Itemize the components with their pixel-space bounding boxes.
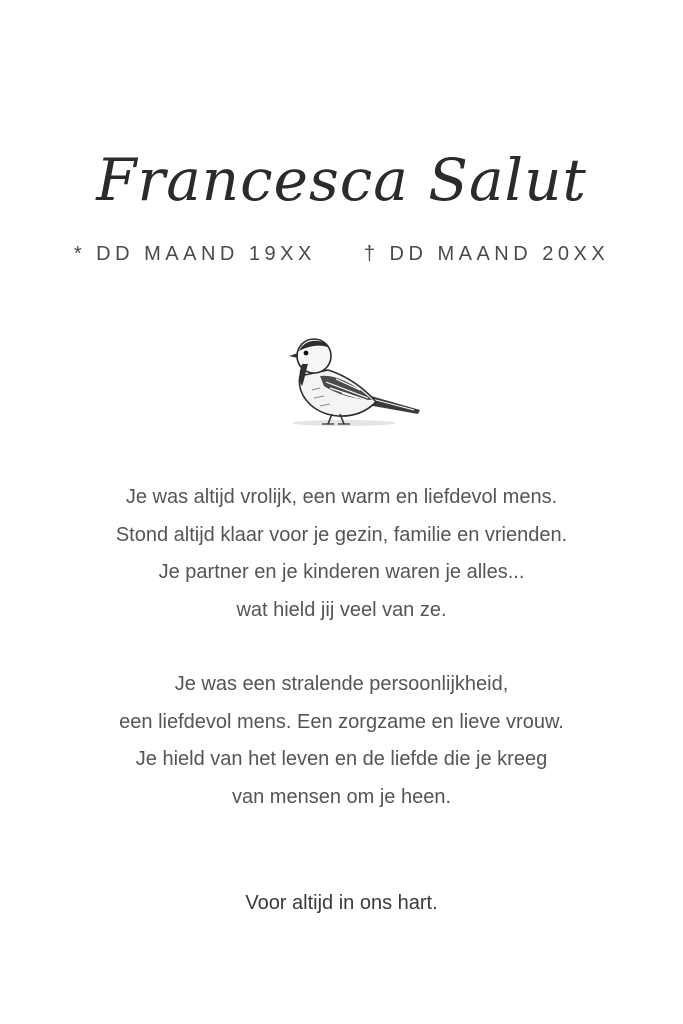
birth-date: * DD MAAND 19XX	[73, 243, 316, 265]
poem-line: Je partner en je kinderen waren je alles...	[158, 561, 525, 583]
poem-stanza-2	[0, 666, 683, 816]
poem-line: Je was een stralende persoonlijkheid,	[174, 673, 509, 695]
death-date: † DD MAAND 20XX	[363, 243, 610, 265]
poem-line: van mensen om je heen.	[231, 785, 452, 808]
poem-line: Je hield van het leven en de liefde die je kreeg	[135, 748, 548, 770]
poem-line: Je was altijd vrolijk, een warm en liefdevol mens.	[125, 486, 558, 508]
life-dates	[0, 243, 683, 266]
poem-stanza-1	[0, 479, 683, 629]
poem-line: een liefdevol mens. Een zorgzame en lieve vrouw.	[119, 710, 564, 733]
closing-line: Voor altijd in ons hart.	[245, 892, 438, 914]
poem-line: wat hield jij veel van ze.	[236, 598, 447, 621]
poem-line: Stond altijd klaar voor je gezin, familie en vrienden.	[115, 523, 568, 546]
sparrow-bird-icon	[286, 332, 426, 432]
deceased-name: Francesca Salut	[96, 146, 587, 214]
